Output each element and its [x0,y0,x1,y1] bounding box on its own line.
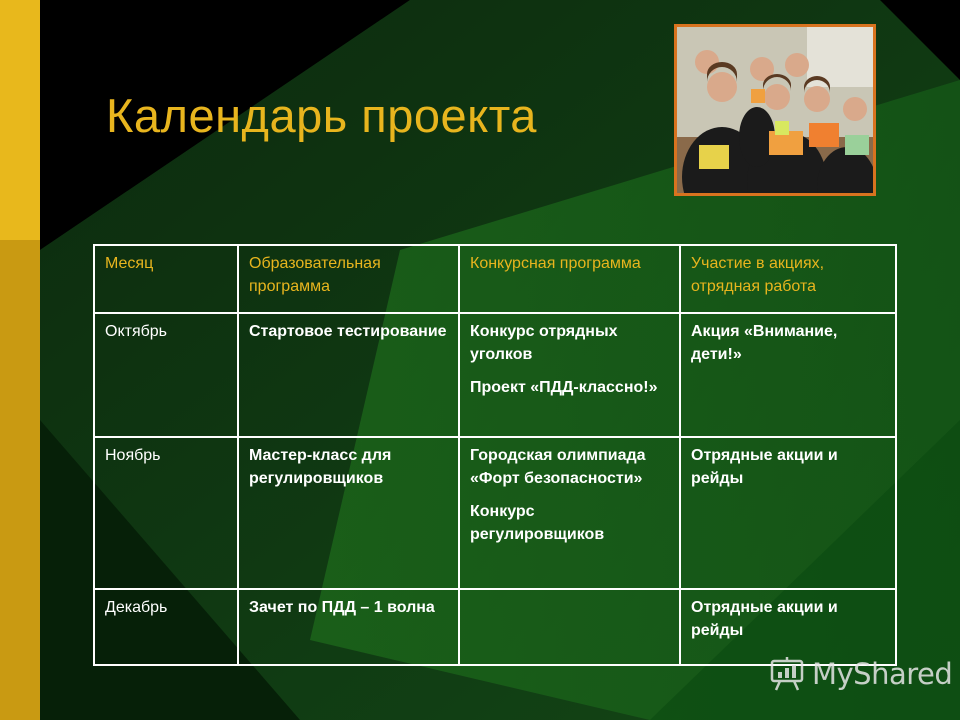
header-month: Месяц [94,245,238,313]
row-actions: Отрядные акции и рейды [680,437,896,589]
accent-bar-bottom [0,240,40,720]
presentation-board-icon [768,655,806,693]
row-contest [459,589,680,665]
table-row [94,313,896,437]
contest-item: Конкурс отрядных уголков [470,323,618,363]
watermark-text: MyShared [812,657,953,691]
row-contest [459,437,680,589]
accent-bar-top [0,0,40,240]
row-education: Зачет по ПДД – 1 волна [238,589,459,665]
contest-item: Проект «ПДД-классно!» [470,379,658,396]
watermark [768,655,952,693]
contest-item: Городская олимпиада «Форт безопасности» [470,447,646,487]
row-education: Мастер-класс для регулировщиков [238,437,459,589]
contest-item: Конкурс регулировщиков [470,503,605,543]
slide-title: Календарь проекта [106,89,537,142]
row-actions: Акция «Внимание, дети!» [680,313,896,437]
row-actions: Отрядные акции и рейды [680,589,896,665]
header-contest: Конкурсная программа [459,245,680,313]
row-contest [459,313,680,437]
table-row [94,437,896,589]
table-header-row [94,245,896,313]
children-photo-image [677,27,873,193]
project-calendar-table [93,244,897,666]
project-photo [674,24,876,196]
row-month: Октябрь [94,313,238,437]
row-education: Стартовое тестирование [238,313,459,437]
row-month: Ноябрь [94,437,238,589]
header-actions: Участие в акциях, отрядная работа [680,245,896,313]
row-month: Декабрь [94,589,238,665]
table-row [94,589,896,665]
header-education: Образовательная программа [238,245,459,313]
